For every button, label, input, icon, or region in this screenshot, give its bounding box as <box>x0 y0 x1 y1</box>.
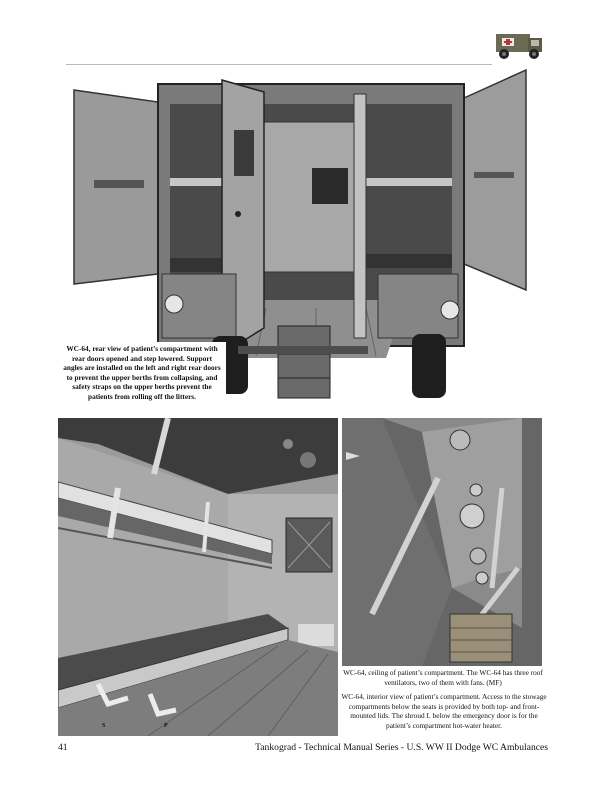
ceiling-view-photo <box>342 418 542 666</box>
ceiling-view-caption: WC-64, ceiling of patient’s compartment. The WC-64 has three roof ventilators, two of them with fans. (MF) <box>343 668 543 687</box>
footer-series-title: Tankograd - Technical Manual Series - U.S. WW II Dodge WC Ambulances <box>255 742 548 753</box>
rear-view-caption: WC-64, rear view of patient’s compartment with rear doors opened and step lowered. Support angles are installed on the left and right rear doors to prevent the upper berths from collapsing, and safety straps on the upper berths prevent the patients from rolling off the litters. <box>58 342 226 404</box>
page-number: 41 <box>58 742 68 753</box>
header-rule <box>66 64 492 65</box>
interior-view-photo <box>58 418 338 736</box>
ambulance-thumbnail-icon <box>490 24 550 64</box>
interior-view-caption: WC-64, interior view of patient’s compartment. Access to the stowage compartments below the seats is provided by both top- and front-mounted lids. The shroud I. below the emergency door is for the patient’s compartment hot-water heater. <box>341 692 547 730</box>
callout-label-s: S <box>102 723 106 729</box>
callout-label-p: P <box>164 723 168 729</box>
